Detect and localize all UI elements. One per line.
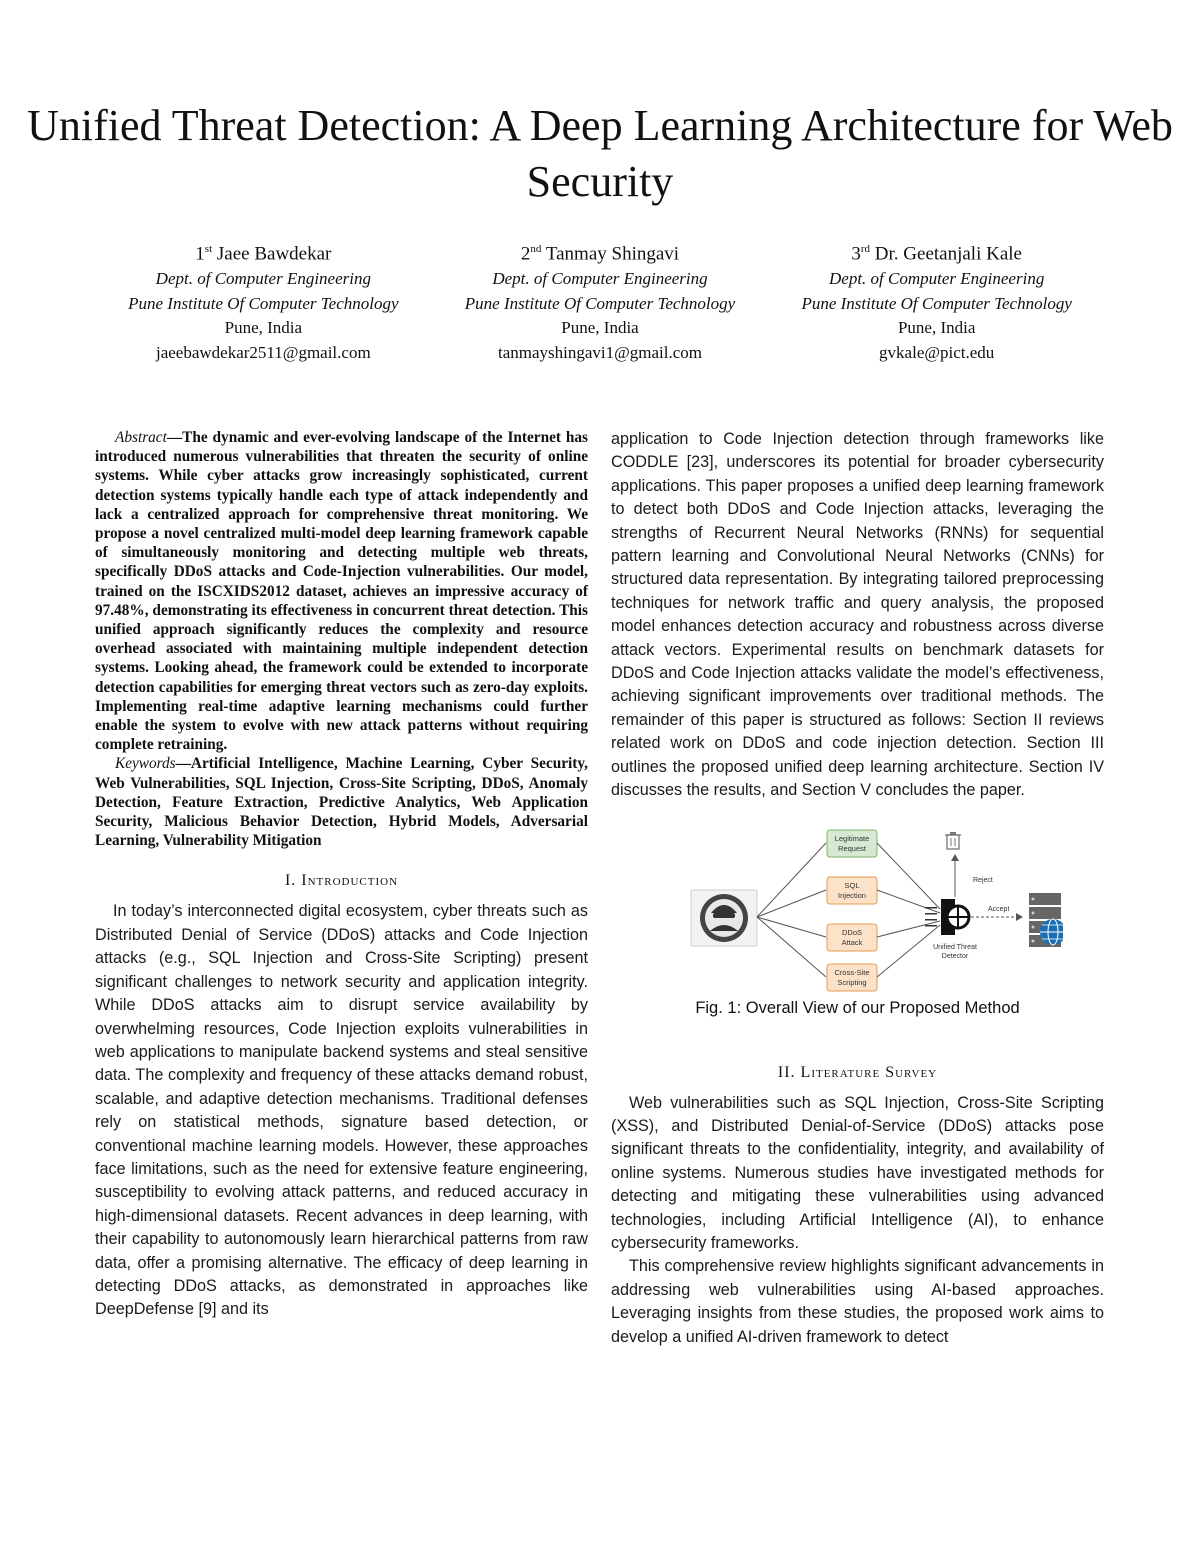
request-box-sql xyxy=(827,877,877,904)
svg-text:Injection: Injection xyxy=(837,890,866,900)
detector-arrows xyxy=(877,843,940,977)
abstract-text: —The dynamic and ever-evolving landscape of the Internet has introduced numerous vulnerabilities that threaten the security of online systems. While cyber attacks grow increasingly sophisticated, current detection systems typically handle each type of attack independently and lack a centralized approach for comprehensive threat monitoring. We propose a novel centralized multi-model deep learning framework capable of simultaneously monitoring and detecting multiple web threats, specifically DDoS attacks and Code-Injection vulnerabilities. Our model, trained on the ISCXIDS2012 dataset, achieves an impressive accuracy of 97.48%, demonstrating its effectiveness in concurrent threat detection. This unified approach significantly reduces the complexity and resource overhead associated with maintaining multiple independent detection systems. Looking ahead, the framework could be extended to incorporate detection capabilities for emerging threat vectors such as zero-day exploits. Implementing real-time adaptive learning mechanisms could further enable the system to evolve with new attack patterns without requiring complete retraining. xyxy=(95,429,588,754)
author-city: Pune, India xyxy=(897,318,976,338)
accept-label: Accept xyxy=(987,905,1009,913)
section-heading-introduction: I. Introduction xyxy=(284,872,399,890)
request-box-legitimate xyxy=(827,830,877,857)
svg-text:Attack: Attack xyxy=(841,937,862,947)
literature-paragraph-2: This comprehensive review highlights significant advancements in addressing web vulnerabilities using AI-based approaches. Leveraging insights from these studies, the proposed work aims to develop a unified AI-driven framework to detect xyxy=(611,1257,1104,1346)
request-box-ddos xyxy=(827,924,877,951)
box-label-legitimate-2: Request xyxy=(837,843,866,853)
box-label-legitimate-1: Legitimate xyxy=(834,833,869,843)
request-box-xss xyxy=(827,964,877,991)
abstract-label: Abstract xyxy=(115,429,167,446)
author-institute: Pune Institute Of Computer Technology xyxy=(801,293,1072,313)
author-dept: Dept. of Computer Engineering xyxy=(492,269,708,289)
detector-label-2: Detector xyxy=(941,952,968,960)
author-block xyxy=(95,236,1105,365)
author-dept: Dept. of Computer Engineering xyxy=(155,269,371,289)
author-3 xyxy=(768,236,1105,365)
keywords xyxy=(95,754,588,850)
section-heading-literature-survey: II. Literature Survey xyxy=(777,1063,938,1081)
method-diagram xyxy=(653,827,1063,993)
svg-text:Scripting: Scripting xyxy=(836,977,867,987)
author-email: gvkale@pict.edu xyxy=(879,342,995,362)
svg-text:DDoS: DDoS xyxy=(841,927,862,937)
svg-text:Cross-Site: Cross-Site xyxy=(833,967,870,977)
author-email: tanmayshingavi1@gmail.com xyxy=(497,342,703,362)
author-name: 2nd Tanmay Shingavi xyxy=(520,243,680,265)
input-arrows xyxy=(757,843,826,977)
right-column xyxy=(611,428,1104,1349)
keywords-text: —Artificial Intelligence, Machine Learning, Cyber Security, Web Vulnerabilities, SQL Injection, Cross-Site Scripting, DDoS, Anomaly Detection, Feature Extraction, Predictive Analytics, Web Application Security, Malicious Behavior Detection, Hybrid Models, Adversarial Learning, Vulnerability Mitigation xyxy=(95,755,588,850)
trash-icon xyxy=(945,832,961,849)
figure-1 xyxy=(611,827,1104,1018)
author-dept: Dept. of Computer Engineering xyxy=(829,269,1045,289)
figure-caption: Fig. 1: Overall View of our Proposed Method xyxy=(695,998,1020,1017)
author-1 xyxy=(95,236,432,365)
author-city: Pune, India xyxy=(561,318,639,338)
detector-icon xyxy=(941,899,969,935)
author-institute: Pune Institute Of Computer Technology xyxy=(128,293,399,313)
author-name: 3rd Dr. Geetanjali Kale xyxy=(851,243,1022,265)
literature-paragraph-1: Web vulnerabilities such as SQL Injection, Cross-Site Scripting (XSS), and Distributed Denial-of-Service (DDoS) attacks pose significant threats to the confidentiality, integrity, and availability of online systems. Numerous studies have investigated methods for detecting and mitigating these vulnerabilities using advanced technologies, including Artificial Intelligence (AI), to enhance cybersecurity frameworks. xyxy=(611,1093,1104,1252)
author-institute: Pune Institute Of Computer Technology xyxy=(464,293,736,313)
hacker-icon xyxy=(691,890,757,946)
author-email: jaeebawdekar2511@gmail.com xyxy=(155,342,371,362)
left-column xyxy=(95,428,588,1322)
author-2 xyxy=(432,236,769,365)
author-city: Pune, India xyxy=(224,318,303,338)
keywords-label: Keywords xyxy=(115,755,176,773)
detector-label: Unified Threat xyxy=(932,943,977,951)
reject-label: Reject xyxy=(972,876,993,884)
author-name: 1st Jaee Bawdekar xyxy=(195,243,332,265)
introduction-continuation: application to Code Injection detection through frameworks like CODDLE [23], underscores its potential for broader cybersecurity applications. This paper proposes a unified deep learning framework to detect both DDoS and Code Injection attacks, leveraging the strengths of Recurrent Neural Networks (RNNs) for sequential pattern learning and Convolutional Neural Networks (CNNs) for structured data representation. By integrating tailored preprocessing techniques for network traffic and query analysis, the proposed model enhances detection accuracy and robustness across diverse attack vectors. Experimental results on benchmark datasets for DDoS and Code Injection attacks validate the model’s effectiveness, achieving significant improvements over traditional methods. The remainder of this paper is structured as follows: Section II reviews related work on DDoS and code injection detection. Section III outlines the proposed unified deep learning architecture. Section IV discusses the results, and Section V concludes the paper. xyxy=(611,430,1104,800)
paper-title: Unified Threat Detection: A Deep Learning Architecture for Web Security xyxy=(27,101,1173,206)
introduction-paragraph: In today’s interconnected digital ecosystem, cyber threats such as Distributed Denial of Service (DDoS) attacks and Code Injection attacks (e.g., SQL Injection and Cross-Site Scripting) present significant challenges to network security and application integrity. While DDoS attacks aim to disrupt service availability by overwhelming resources, Code Injection exploits vulnerabilities in web applications to manipulate backend systems and steal sensitive data. The complexity and frequency of these attacks demand robust, scalable, and adaptive detection mechanisms. Traditional defenses rely on statistical methods, signature based detection, or conventional machine learning models. However, these approaches face limitations, such as the need for extensive feature engineering, susceptibility to evolving attack patterns, and reduced accuracy in high-dimensional datasets. Recent advances in deep learning, with their capability to autonomously learn hierarchical patterns from raw data, offer a promising alternative. The efficacy of deep learning in detecting DDoS attacks, as demonstrated in approaches like DeepDefense [9] and its xyxy=(95,902,588,1319)
abstract xyxy=(95,428,588,754)
svg-text:SQL: SQL xyxy=(843,880,860,890)
